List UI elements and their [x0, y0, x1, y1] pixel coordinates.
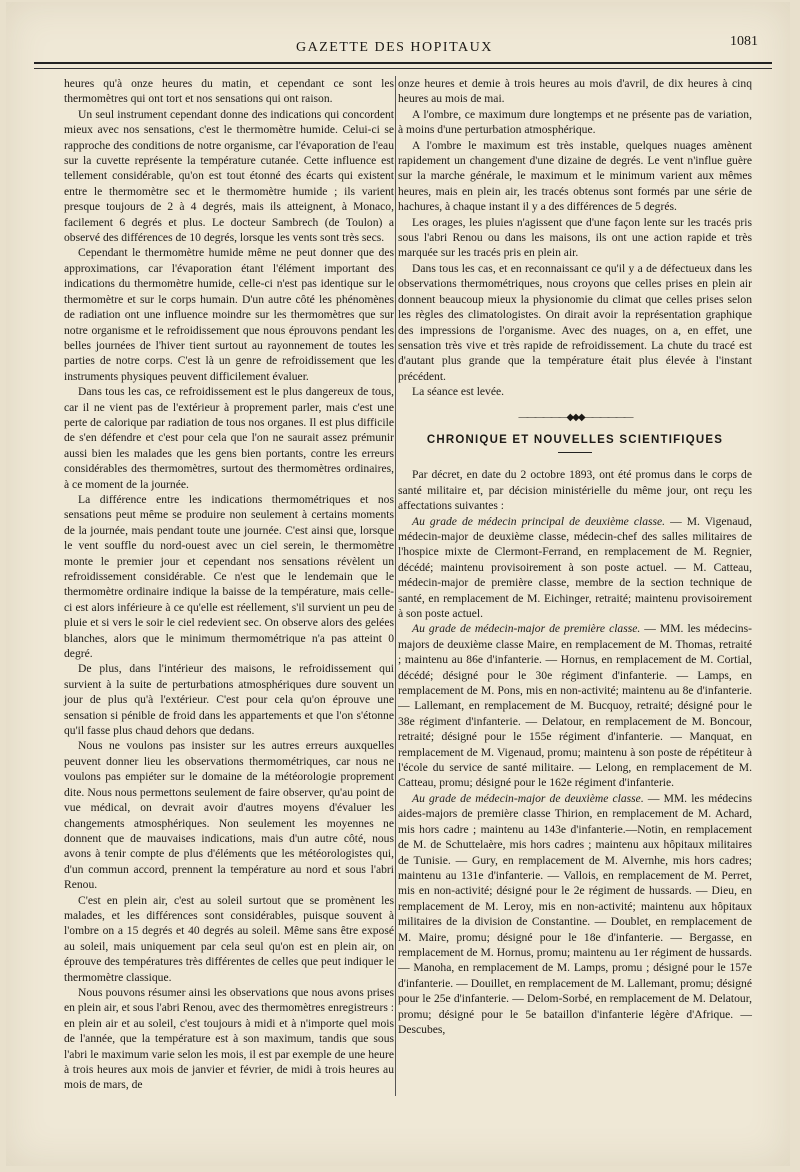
section-title: CHRONIQUE ET NOUVELLES SCIENTIFIQUES [426, 433, 724, 446]
promotion-entry [398, 791, 752, 1038]
left-column [64, 76, 394, 1093]
paragraph: La différence entre les indications thermométriques et nos sensations peut même se produire non seulement à certains moments de la journée, mais pendant toute une journée. C'est ainsi que, lorsque le vent souffle du nord-ouest avec un ciel serein, le thermomètre monte le premier jour et cependant nos sensations révèlent un refroidissement considérable. Ce n'est que le lendemain que le thermomètre ordinaire indique la baisse de la température, mais celle-ci est alors inférieure à ce qu'elle est réellement, s'il survient un peu de pluie et si vers le soir le ciel redevient sec. On observe alors des gelées blanches, alors que le minimum thermométrique n'a pas atteint 0 degré. [64, 492, 394, 661]
ornamental-divider: ——————◆◆◆—————— [518, 411, 632, 423]
entry-text: — M. Vigenaud, médecin-major de deuxième classe, médecin-chef des salles militaires de l'hospice mixte de Clermont-Ferrand, en remplacement de M. Regnier, décédé; maintenu provisoirement à son poste actuel. — M. Catteau, médecin-major de première classe, membre de la section technique de santé, en remplacement de M. Eichinger, retraité; maintenu provisoirement à son poste actuel. [398, 514, 752, 620]
promotion-entry [398, 514, 752, 622]
entry-heading: Au grade de médecin principal de deuxième classe. [412, 514, 666, 528]
title-underline [558, 452, 592, 453]
paragraph: Un seul instrument cependant donne des indications qui concordent mieux avec nos sensations, c'est le thermomètre humide. Celui-ci se rapproche des conditions de notre organisme, car l'évaporation de l'eau sur la cuvette représente la température cutanée. Cette influence est tellement considérable, qu'on est tout étonné des écarts qui existent entre le thermomètre sec et le thermomètre humide ; ils varient presque toujours de 2 à 4 degrés, mais ils atteignent, à Monaco, facilement 6 degrés et plus. Le docteur Sambrech (de Toulon) a observé des différences de 10 degrés, lorsque les vents sont très secs. [64, 107, 394, 245]
header-rule-thin [34, 68, 772, 69]
paragraph: Dans tous les cas, et en reconnaissant ce qu'il y a de défectueux dans les observations thermométriques, nous croyons que celles prises en plein air donnent beaucoup mieux la physionomie du climat que celles prises selon les règles des climatologistes. On dirait avoir la représentation graphique des impressions de l'organisme. Avec des nuages, on a, en effet, une sensation très vive et très rapide de refroidissement. La chute du tracé est d'autant plus grande que la température était plus élevée à l'instant précédent. [398, 261, 752, 383]
paragraph: A l'ombre le maximum est très instable, quelques nuages amènent rapidement un changement d'une dizaine de degrés. Le vent n'influe guère sur la marche générale, le maximum et le minimum varient aux mêmes heures, mais en plein air, les tracés obtenus sont formés par une série de hachures, à chaque instant il y a des différences de 5 degrés. [398, 138, 752, 214]
paragraph: Nous pouvons résumer ainsi les observations que nous avons prises en plein air, et sous l'abri Renou, avec des thermomètres enregistreurs : en plein air et au soleil, c'est toujours à midi et à n'importe quel mois de l'année, que la température est à son maximum, tandis que sous l'abri le maximum varie selon les mois, il est par exemple de une heure à trois heures aux mois de janvier et février, de midi à trois heures au mois de mars, de [64, 985, 394, 1092]
paragraph: heures qu'à onze heures du matin, et cependant ce sont les thermomètres qui ont tort et nos sensations qui ont raison. [64, 77, 394, 106]
paragraph: Cependant le thermomètre humide même ne peut donner que des approximations, car l'évaporation étant l'élément important des indications du thermomètre humide, celle-ci n'est pas identique sur le thermomètre et sur le corps humain. D'un autre côté les phénomènes de radiation ont une influence moindre sur les thermomètres que sur notre organisme et le refroidissement que nous éprouvons pendant les belles journées de l'hiver tient surtout au rayonnement de toutes les parties de notre corps. C'est là un genre de refroidissement que les instruments physiques peuvent difficilement évaluer. [64, 246, 394, 383]
entry-text: — MM. les médecins-majors de deuxième classe Maire, en remplacement de M. Thomas, retraité ; maintenu au 86e d'infanterie. — Hornus, en remplacement de M. Cortial, décédé; désigné pour le 30e régiment d'infanterie. — Lamps, en remplacement de M. Pons, mis en non-activité; maintenu au 8e d'infanterie. — Lallemant, en remplacement de M. Bucquoy, retraité; désigné pour le 38e régiment d'infanterie. — Delatour, en remplacement de M. Boncour, retraité; désigné pour le 155e régiment d'infanterie. — Manquat, en remplacement de M. Vigenaud, promu; maintenu à son poste de répétiteur à l'école du service de santé militaire. — Lelong, en remplacement de M. Catteau, promu; désigné pour le 162e régiment d'infanterie. [398, 622, 752, 790]
page-number: 1081 [730, 34, 758, 49]
paragraph: De plus, dans l'intérieur des maisons, le refroidissement qui survient à la suite de perturbations atmosphériques dure souvent un jour de plus qu'à l'extérieur. C'est pour cela qu'on éprouve une sensation si pénible de froid dans les appartements et que l'on s'étonne qu'il fasse plus chaud dehors que dedans. [64, 662, 394, 738]
paragraph: onze heures et demie à trois heures au mois d'avril, de dix heures à cinq heures au mois de mai. [398, 77, 752, 106]
paragraph: Dans tous les cas, ce refroidissement est le plus dangereux de tous, car il ne vient pas de l'extérieur à proprement parler, mais c'est une perte de calorique par radiation de tous nos organes. Il est plus difficile de s'en défendre et c'est pour cela que l'on ne saurait assez prémunir aussi bien les malades que les gens bien portants, contre les erreurs considérables des thermomètres, surtout des thermomètres ordinaires, à ce moment de la journée. [64, 385, 394, 491]
paragraph: C'est en plein air, c'est au soleil surtout que se promènent les malades, et les différences sont considérables, puisque souvent à l'ombre on a 15 degrés et 40 degrés au soleil. Même sans être exposé au soleil, mais uniquement par cela seul qu'on est en plein air, on éprouve des températures très différentes de celles que peut indiquer le thermomètre classique. [64, 893, 394, 984]
paragraph: Les orages, les pluies n'agissent que d'une façon lente sur les tracés pris sous l'abri Renou ou dans les maisons, ils ont une action rapide et très marquée sur les tracés pris en plein air. [398, 215, 752, 260]
newspaper-page [6, 2, 790, 1166]
closing-line: La séance est levée. [412, 385, 505, 399]
entry-text: — MM. les médecins aides-majors de première classe Thirion, en remplacement de M. Achard, mis hors cadre ; maintenu au 143e d'infanterie.—Notin, en remplacement de M. de Schuttelaère, mis hors cadres ; maintenu aux hôpitaux militaires de Tunisie. — Gury, en remplacement de M. Alvernhe, mis hors cadres; maintenu au 131e d'infanterie. — Vallois, en remplacement de M. Perret, mis en non-activité; désigné pour le 2e régiment de hussards. — Dieu, en remplacement de M. Leroy, mis en non-activité; maintenu aux hôpitaux militaires de la division de Constantine. — Doublet, en remplacement de M. Maire, promu; désigné pour le 18e d'infanterie. — Bergasse, en remplacement de M. Hornus, promu; maintenu au 1er régiment de hussards. — Manoha, en remplacement de M. Lamps, promu ; désigné pour le 157e d'infanterie. — Douillet, en remplacement de M. Lallemant, promu; désigné pour le 25e d'infanterie. — Delom-Sorbé, en remplacement de M. Delatour, promu; désigné pour le 5e bataillon d'infanterie légère d'Afrique. — Descubes, [398, 791, 752, 1036]
promotion-entry [398, 621, 752, 790]
paragraph: A l'ombre, ce maximum dure longtemps et ne présente pas de variation, à moins d'une perturbation atmosphérique. [398, 107, 752, 137]
header-rule-thick [34, 62, 772, 64]
column-divider [395, 76, 396, 1096]
entry-heading: Au grade de médecin-major de première classe. [412, 622, 641, 636]
entry-heading: Au grade de médecin-major de deuxième classe. [412, 791, 644, 805]
right-column [398, 76, 752, 1037]
page-header [6, 34, 790, 58]
decree-intro: Par décret, en date du 2 octobre 1893, ont été promus dans le corps de santé militaire et, par décision ministérielle du même jour, ont reçu les affectations suivantes : [398, 468, 752, 513]
paragraph: Nous ne voulons pas insister sur les autres erreurs auxquelles peuvent donner lieu les observations thermométriques, car nous ne voulons pas empiéter sur le domaine de la météorologie proprement dite. Nous nous permettons seulement de faire observer, qu'au point de vue médical, on devrait avoir d'autres moyens d'évaluer les changements atmosphériques. Non seulement les moyennes ne donnent que de mauvaises indications, mais d'un autre côté, nous avons à tenir compte de plus d'éléments que les météorologistes qui, d'un commun accord, prennent la température au nord et sous l'abri Renou. [64, 739, 394, 892]
journal-title: GAZETTE DES HOPITAUX [296, 40, 493, 55]
